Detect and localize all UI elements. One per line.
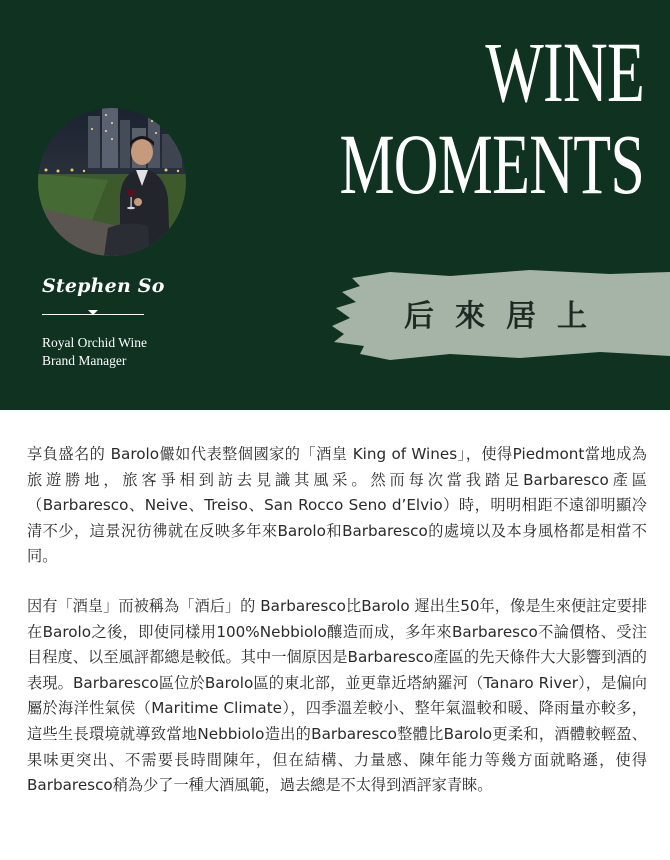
article-body bbox=[27, 442, 647, 823]
article-paragraph: 因有「酒皇」而被稱為「酒后」的 Barbaresco比Barolo 遲出生50年，像是生來便註定要排在Barolo之後，即使同樣用100%Nebbiolo釀造而成，多年來Barbaresco不論價格、受注目程度、以至風評都總是較低。其中一個原因是Barbaresco產區的先天條件大大影響到酒的表現。Barbaresco區位於Barolo區的東北部，並更靠近塔納羅河（Tanaro River），是偏向屬於海洋性氣侯（Maritime Climate），四季溫差較小、整年氣溫較和暖、降雨量亦較多，這些生長環境就導致當地Nebbiolo造出的Barbaresco整體比Barolo更柔和，酒體較輕盈、果味更突出、不需要長時間陳年，但在結構、力量感、陳年能力等幾方面就略遜，使得Barbaresco稍為少了一種大酒風範，過去總是不太得到酒評家青睞。 bbox=[27, 596, 647, 795]
author-photo bbox=[38, 108, 186, 256]
author-role-company: Royal Orchid Wine bbox=[42, 335, 147, 350]
divider-notch-icon bbox=[88, 310, 98, 315]
column-title-line2: MOMENTS bbox=[339, 116, 644, 212]
article-paragraph: 享負盛名的 Barolo儼如代表整個國家的「酒皇 King of Wines」，使得Piedmont當地成為旅遊勝地，旅客爭相到訪去見識其風采。然而每次當我踏足Barbaresco產區（Barbaresco、Neive、Treiso、San Rocco Seno d’Elvio）時，明明相距不遠卻明顯冷清不少，這景況彷彿就在反映多年來Barolo和Barbaresco的處境以及本身風格都是相當不同。 bbox=[27, 445, 647, 566]
author-avatar bbox=[38, 108, 186, 256]
column-title-line1: WINE bbox=[485, 24, 644, 120]
header-banner bbox=[0, 0, 670, 410]
author-role-title: Brand Manager bbox=[42, 353, 127, 368]
section-label: 后來居上 bbox=[404, 299, 608, 334]
column-title bbox=[221, 26, 644, 210]
author-name: Stephen So bbox=[42, 275, 165, 297]
author-role bbox=[42, 334, 147, 370]
